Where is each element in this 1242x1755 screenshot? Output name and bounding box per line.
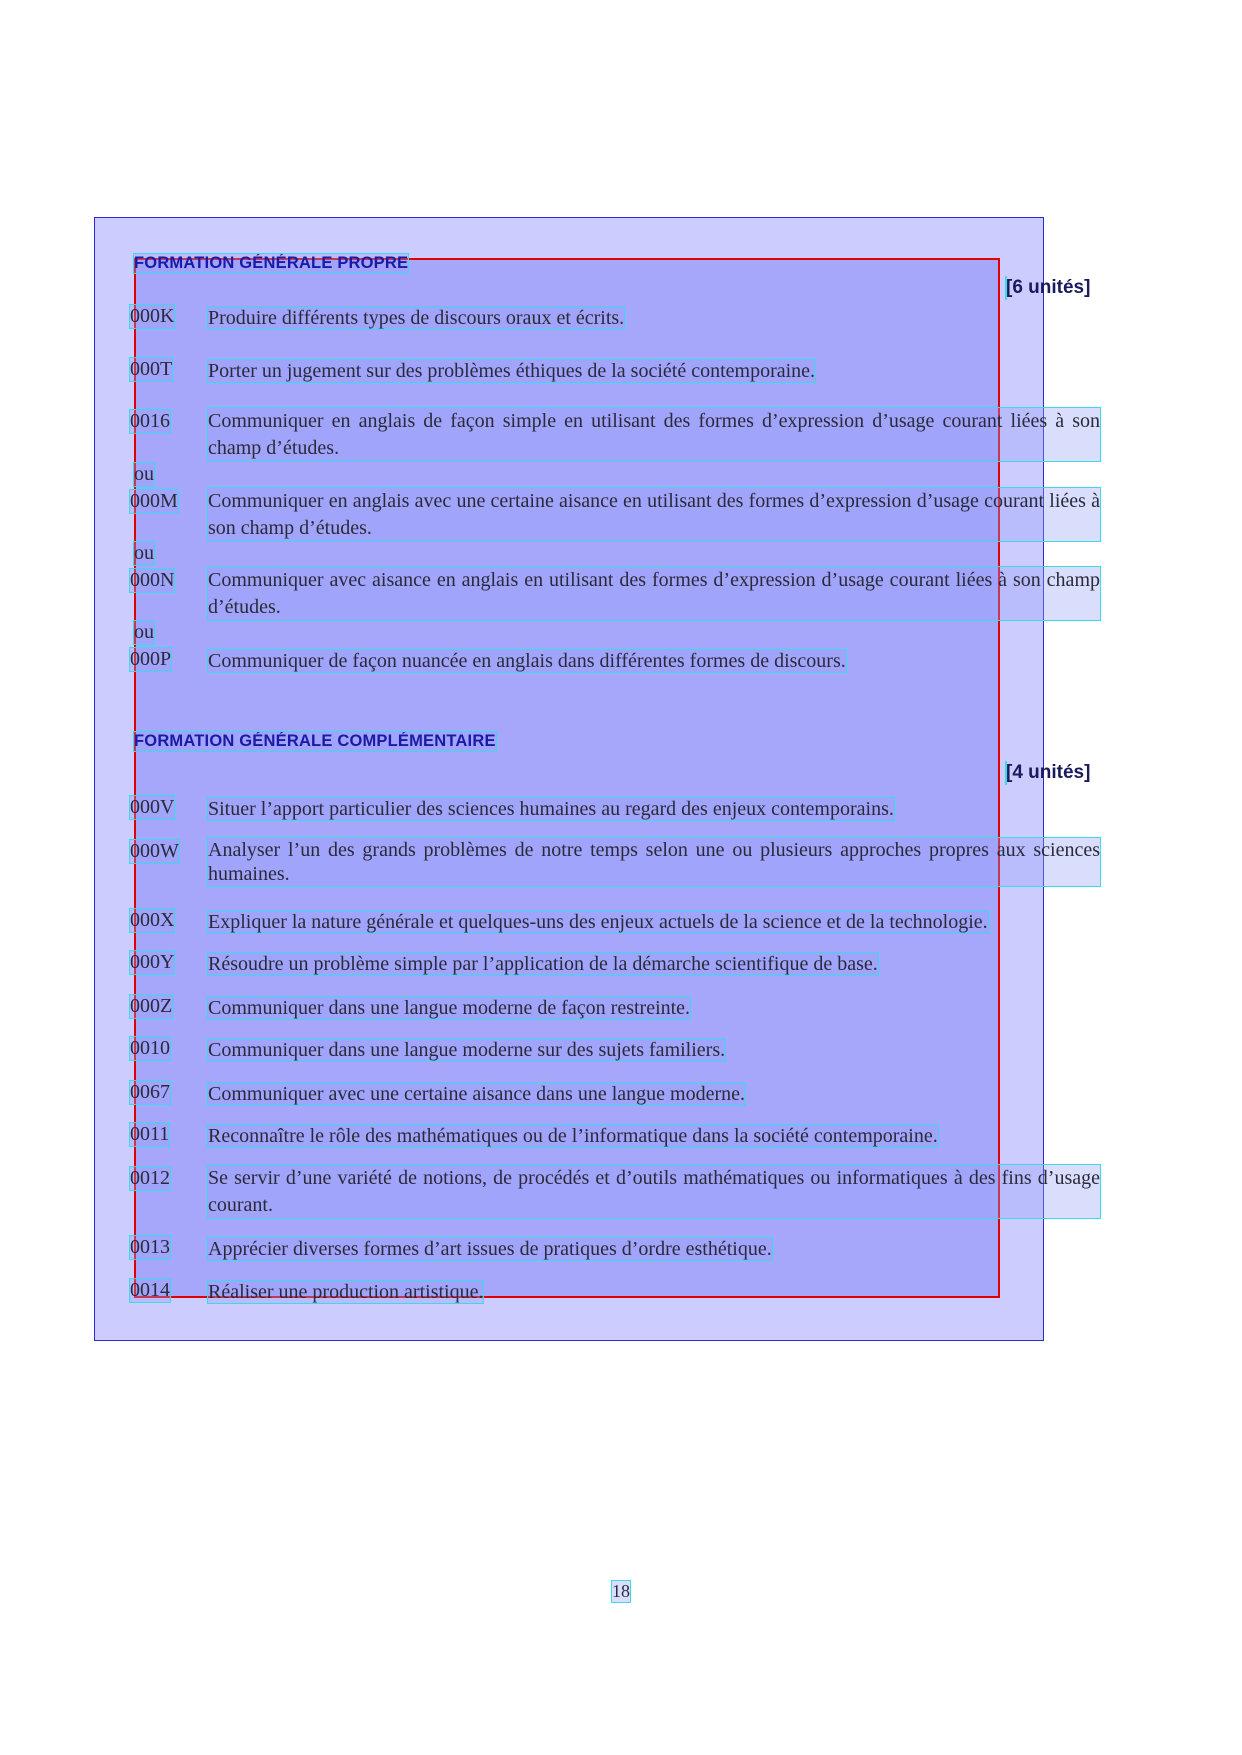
course-description: Résoudre un problème simple par l’application de la démarche scientifique de base. — [208, 953, 878, 975]
course-description: Expliquer la nature générale et quelques-uns des enjeux actuels de la science et de la technologie. — [208, 911, 988, 933]
course-code: 000Z — [130, 995, 173, 1017]
course-code: 000M — [130, 490, 178, 512]
course-code: 000V — [130, 796, 175, 818]
course-code: 000N — [130, 569, 175, 591]
course-description: Porter un jugement sur des problèmes éthiques de la société contemporaine. — [208, 360, 816, 382]
course-description: Réaliser une production artistique. — [208, 1281, 484, 1303]
course-description: Communiquer avec aisance en anglais en utilisant des formes d’expression d’usage courant liées à son champ d’études. — [208, 567, 1100, 620]
page-content: FORMATION GÉNÉRALE PROPRE [6 unités] 000K Produire différents types de discours oraux et écrits. 000T Porter un jugement sur des problèmes éthiques de la société contemporaine. 0016 Communiquer en anglais de façon simple en utilisant des formes d’expression d’usage courant liées à son champ d’études. ou 000M Communiquer en anglais avec une certaine aisance en utilisant des formes d’expression d’usage courant liées à son champ d’études. ou 000N Communiquer avec aisance en anglais en utilisant des formes d’expression d’usage courant liées à son champ d’études. ou 000P Communiquer de façon nuancée en anglais dans différentes formes de discours. FORMATION GÉNÉRALE COMPLÉMENTAIRE [4 unités] 000V Situer l’apport particulier des sciences humaines au regard des enjeux contemporains. 000W Analyser l’un des grands problèmes de notre temps selon une ou plusieurs approches propres aux sciences humaines. 000X Expliquer la nature générale et quelques-uns des enjeux actuels de la science et de la technologie. 000Y Résoudre un problème simple par l’application de la démarche scientifique de base. 000Z Communiquer dans une langue moderne de façon restreinte. 0010 Communiquer dans une langue moderne sur des sujets familiers. 0067 Communiquer avec une certaine aisance dans une langue moderne. 0011 Reconnaître le rôle des mathématiques ou de l’informatique dans la société contemporaine. 0012 Se servir d’une variété de notions, de procédés et d’outils mathématiques ou informatiques à des fins d’usage courant. 0013 Apprécier diverses formes d’art issues de pratiques d’ordre esthétique. 0014 Réaliser une production artistique. — [134, 0, 1134, 1755]
or-separator: ou — [134, 621, 154, 643]
course-code: 0011 — [130, 1123, 170, 1145]
course-code: 000T — [130, 358, 173, 380]
course-code: 000X — [130, 909, 175, 931]
course-description: Reconnaître le rôle des mathématiques ou de l’informatique dans la société contemporaine. — [208, 1125, 938, 1147]
or-separator: ou — [134, 463, 154, 485]
course-description: Se servir d’une variété de notions, de procédés et d’outils mathématiques ou informatiques à des fins d’usage courant. — [208, 1165, 1100, 1218]
course-code: 0067 — [130, 1081, 170, 1103]
course-code: 0014 — [130, 1279, 170, 1301]
course-code: 000W — [130, 840, 179, 862]
course-description: Communiquer avec une certaine aisance dans une langue moderne. — [208, 1083, 746, 1105]
course-description: Communiquer de façon nuancée en anglais dans différentes formes de discours. — [208, 650, 846, 672]
section-title-formation-propre: FORMATION GÉNÉRALE PROPRE — [134, 254, 409, 272]
course-description: Communiquer en anglais avec une certaine aisance en utilisant des formes d’expression d’usage courant liées à son champ d’études. — [208, 488, 1100, 541]
course-description: Situer l’apport particulier des sciences humaines au regard des enjeux contemporains. — [208, 798, 894, 820]
course-description: Communiquer dans une langue moderne de façon restreinte. — [208, 997, 691, 1019]
page-number: 18 — [612, 1581, 630, 1601]
course-code: 0012 — [130, 1167, 170, 1189]
section-title-formation-complementaire: FORMATION GÉNÉRALE COMPLÉMENTAIRE — [134, 732, 496, 750]
course-description: Produire différents types de discours oraux et écrits. — [208, 307, 625, 329]
course-code: 0013 — [130, 1236, 170, 1258]
course-code: 0016 — [130, 410, 170, 432]
course-description: Analyser l’un des grands problèmes de notre temps selon une ou plusieurs approches propres aux sciences humaines. — [208, 839, 1100, 885]
course-description: Apprécier diverses formes d’art issues de pratiques d’ordre esthétique. — [208, 1238, 772, 1260]
or-separator: ou — [134, 542, 154, 564]
course-code: 000P — [130, 648, 172, 670]
course-code: 000K — [130, 305, 175, 327]
course-code: 000Y — [130, 951, 175, 973]
course-description: Communiquer en anglais de façon simple en utilisant des formes d’expression d’usage courant liées à son champ d’études. — [208, 408, 1100, 461]
course-description: Communiquer dans une langue moderne sur des sujets familiers. — [208, 1039, 726, 1061]
course-code: 0010 — [130, 1037, 170, 1059]
